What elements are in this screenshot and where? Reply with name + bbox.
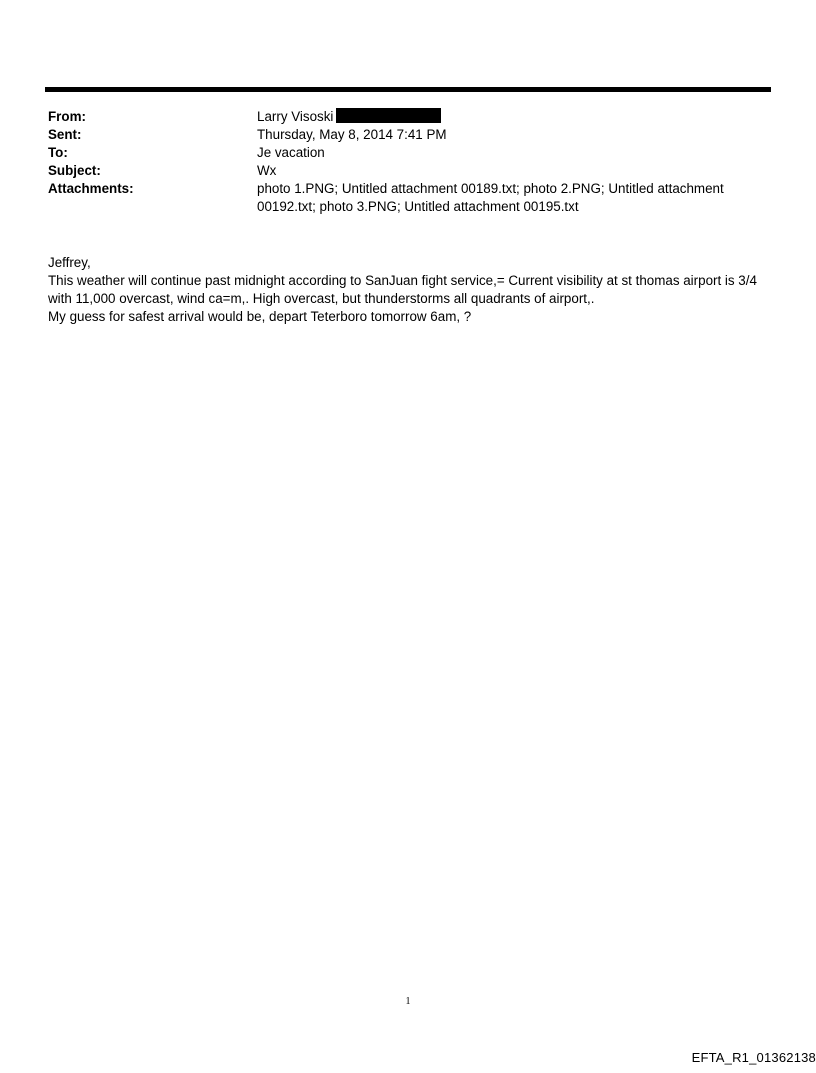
email-body <box>48 254 783 326</box>
header-divider <box>45 87 771 92</box>
from-label: From: <box>48 109 86 124</box>
body-paragraph-2: My guess for safest arrival would be, depart Teterboro tomorrow 6am, ? <box>48 309 472 324</box>
sent-value: Thursday, May 8, 2014 7:41 PM <box>257 127 447 142</box>
page-number: 1 <box>405 996 411 1007</box>
subject-label: Subject: <box>48 163 101 178</box>
attachments-label: Attachments: <box>48 181 134 196</box>
subject-row <box>48 162 768 180</box>
email-header <box>48 108 768 216</box>
sent-row <box>48 126 768 144</box>
from-row <box>48 108 768 126</box>
to-row <box>48 144 768 162</box>
sender-name: Larry Visoski <box>257 109 334 124</box>
from-value <box>257 108 757 126</box>
to-label: To: <box>48 145 68 160</box>
document-id: EFTA_R1_01362138 <box>691 1050 816 1065</box>
attachments-row <box>48 180 768 216</box>
greeting: Jeffrey, <box>48 255 91 270</box>
to-value: Je vacation <box>257 145 325 160</box>
redaction-box <box>336 108 441 123</box>
body-paragraph-1: This weather will continue past midnight according to SanJuan fight service,= Current visibility at st thomas airport is 3/4 with 11,000 overcast, wind ca=m,. High overcast, but thunderstorms all quadrants of airport,. <box>48 273 757 306</box>
sent-label: Sent: <box>48 127 82 142</box>
subject-value: Wx <box>257 163 277 178</box>
attachments-value: photo 1.PNG; Untitled attachment 00189.txt; photo 2.PNG; Untitled attachment 00192.txt; photo 3.PNG; Untitled attachment 00195.txt <box>257 181 724 214</box>
